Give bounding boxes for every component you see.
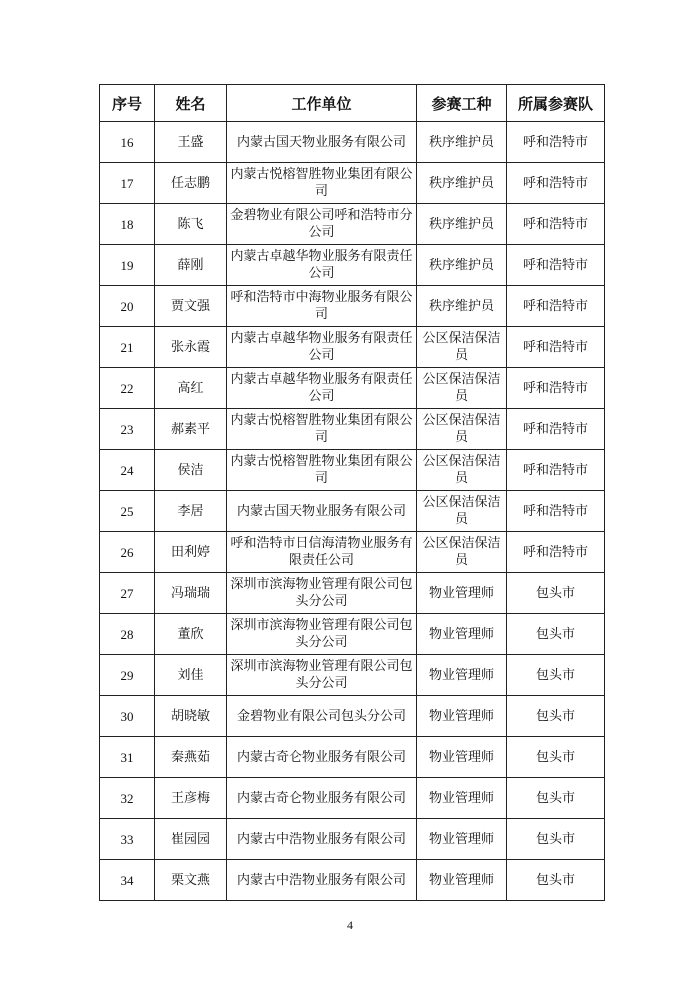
cell-serial-number: 30: [100, 696, 155, 737]
table-row: [100, 573, 605, 614]
cell-competition-job: 物业管理师: [417, 778, 507, 819]
cell-competition-job: 公区保洁保洁员: [417, 327, 507, 368]
header-competition-job: 参赛工种: [417, 85, 507, 122]
cell-work-unit: 内蒙古卓越华物业服务有限责任公司: [227, 245, 417, 286]
cell-team: 呼和浩特市: [507, 245, 605, 286]
cell-name: 王彦梅: [155, 778, 227, 819]
cell-name: 董欣: [155, 614, 227, 655]
cell-serial-number: 17: [100, 163, 155, 204]
cell-work-unit: 金碧物业有限公司包头分公司: [227, 696, 417, 737]
page-number: 4: [347, 918, 353, 932]
table-row: [100, 122, 605, 163]
cell-work-unit: 内蒙古国天物业服务有限公司: [227, 491, 417, 532]
cell-competition-job: 物业管理师: [417, 614, 507, 655]
header-name: 姓名: [155, 85, 227, 122]
cell-work-unit: 内蒙古中浩物业服务有限公司: [227, 860, 417, 901]
cell-team: 包头市: [507, 778, 605, 819]
cell-work-unit: 内蒙古国天物业服务有限公司: [227, 122, 417, 163]
cell-team: 呼和浩特市: [507, 450, 605, 491]
cell-work-unit: 呼和浩特市中海物业服务有限公司: [227, 286, 417, 327]
cell-serial-number: 16: [100, 122, 155, 163]
cell-team: 包头市: [507, 655, 605, 696]
cell-serial-number: 23: [100, 409, 155, 450]
cell-work-unit: 深圳市滨海物业管理有限公司包头分公司: [227, 573, 417, 614]
cell-competition-job: 物业管理师: [417, 819, 507, 860]
cell-name: 张永霞: [155, 327, 227, 368]
cell-team: 包头市: [507, 737, 605, 778]
table-row: [100, 368, 605, 409]
cell-name: 崔园园: [155, 819, 227, 860]
cell-team: 呼和浩特市: [507, 327, 605, 368]
cell-team: 呼和浩特市: [507, 204, 605, 245]
cell-work-unit: 内蒙古奇仑物业服务有限公司: [227, 778, 417, 819]
table-row: [100, 819, 605, 860]
cell-work-unit: 内蒙古奇仑物业服务有限公司: [227, 737, 417, 778]
cell-name: 田利婷: [155, 532, 227, 573]
header-team: 所属参赛队: [507, 85, 605, 122]
cell-serial-number: 26: [100, 532, 155, 573]
cell-team: 包头市: [507, 860, 605, 901]
table-row: [100, 491, 605, 532]
table-row: [100, 327, 605, 368]
cell-competition-job: 物业管理师: [417, 573, 507, 614]
cell-work-unit: 内蒙古悦榕智胜物业集团有限公司: [227, 163, 417, 204]
cell-competition-job: 秩序维护员: [417, 122, 507, 163]
table-body: [100, 122, 605, 901]
cell-name: 郝素平: [155, 409, 227, 450]
cell-serial-number: 34: [100, 860, 155, 901]
cell-team: 呼和浩特市: [507, 163, 605, 204]
cell-work-unit: 呼和浩特市日信海清物业服务有限责任公司: [227, 532, 417, 573]
cell-team: 包头市: [507, 573, 605, 614]
cell-serial-number: 19: [100, 245, 155, 286]
cell-competition-job: 公区保洁保洁员: [417, 450, 507, 491]
table-row: [100, 655, 605, 696]
cell-serial-number: 27: [100, 573, 155, 614]
cell-competition-job: 物业管理师: [417, 655, 507, 696]
cell-competition-job: 物业管理师: [417, 696, 507, 737]
table-row: [100, 614, 605, 655]
cell-name: 胡晓敏: [155, 696, 227, 737]
cell-competition-job: 公区保洁保洁员: [417, 409, 507, 450]
cell-team: 包头市: [507, 819, 605, 860]
cell-name: 侯洁: [155, 450, 227, 491]
table-row: [100, 737, 605, 778]
table-row: [100, 163, 605, 204]
cell-serial-number: 29: [100, 655, 155, 696]
cell-name: 秦燕茹: [155, 737, 227, 778]
cell-competition-job: 公区保洁保洁员: [417, 491, 507, 532]
cell-name: 高红: [155, 368, 227, 409]
cell-name: 任志鹏: [155, 163, 227, 204]
table-row: [100, 286, 605, 327]
cell-competition-job: 秩序维护员: [417, 245, 507, 286]
cell-name: 栗文燕: [155, 860, 227, 901]
cell-name: 陈飞: [155, 204, 227, 245]
cell-competition-job: 秩序维护员: [417, 286, 507, 327]
table-row: [100, 696, 605, 737]
cell-serial-number: 31: [100, 737, 155, 778]
cell-serial-number: 28: [100, 614, 155, 655]
cell-serial-number: 25: [100, 491, 155, 532]
table-row: [100, 532, 605, 573]
cell-name: 刘佳: [155, 655, 227, 696]
cell-competition-job: 物业管理师: [417, 860, 507, 901]
cell-competition-job: 秩序维护员: [417, 163, 507, 204]
table-row: [100, 409, 605, 450]
cell-work-unit: 金碧物业有限公司呼和浩特市分公司: [227, 204, 417, 245]
cell-name: 贾文强: [155, 286, 227, 327]
cell-competition-job: 秩序维护员: [417, 204, 507, 245]
table-row: [100, 860, 605, 901]
cell-team: 呼和浩特市: [507, 122, 605, 163]
cell-work-unit: 深圳市滨海物业管理有限公司包头分公司: [227, 614, 417, 655]
cell-competition-job: 公区保洁保洁员: [417, 368, 507, 409]
cell-work-unit: 深圳市滨海物业管理有限公司包头分公司: [227, 655, 417, 696]
cell-serial-number: 33: [100, 819, 155, 860]
cell-serial-number: 20: [100, 286, 155, 327]
cell-work-unit: 内蒙古中浩物业服务有限公司: [227, 819, 417, 860]
cell-team: 包头市: [507, 614, 605, 655]
cell-team: 呼和浩特市: [507, 532, 605, 573]
cell-name: 冯瑞瑞: [155, 573, 227, 614]
table-row: [100, 245, 605, 286]
header-serial-number: 序号: [100, 85, 155, 122]
cell-team: 呼和浩特市: [507, 491, 605, 532]
cell-team: 包头市: [507, 696, 605, 737]
cell-work-unit: 内蒙古卓越华物业服务有限责任公司: [227, 327, 417, 368]
cell-competition-job: 公区保洁保洁员: [417, 532, 507, 573]
cell-name: 薛刚: [155, 245, 227, 286]
cell-serial-number: 21: [100, 327, 155, 368]
cell-serial-number: 24: [100, 450, 155, 491]
cell-serial-number: 22: [100, 368, 155, 409]
cell-team: 呼和浩特市: [507, 286, 605, 327]
cell-work-unit: 内蒙古卓越华物业服务有限责任公司: [227, 368, 417, 409]
table-header-row: [100, 85, 605, 122]
cell-team: 呼和浩特市: [507, 368, 605, 409]
cell-work-unit: 内蒙古悦榕智胜物业集团有限公司: [227, 450, 417, 491]
cell-serial-number: 18: [100, 204, 155, 245]
header-work-unit: 工作单位: [227, 85, 417, 122]
table-row: [100, 450, 605, 491]
cell-work-unit: 内蒙古悦榕智胜物业集团有限公司: [227, 409, 417, 450]
cell-competition-job: 物业管理师: [417, 737, 507, 778]
cell-name: 李居: [155, 491, 227, 532]
cell-serial-number: 32: [100, 778, 155, 819]
table-row: [100, 204, 605, 245]
cell-team: 呼和浩特市: [507, 409, 605, 450]
participant-table: [99, 84, 605, 901]
table-row: [100, 778, 605, 819]
cell-name: 王盛: [155, 122, 227, 163]
